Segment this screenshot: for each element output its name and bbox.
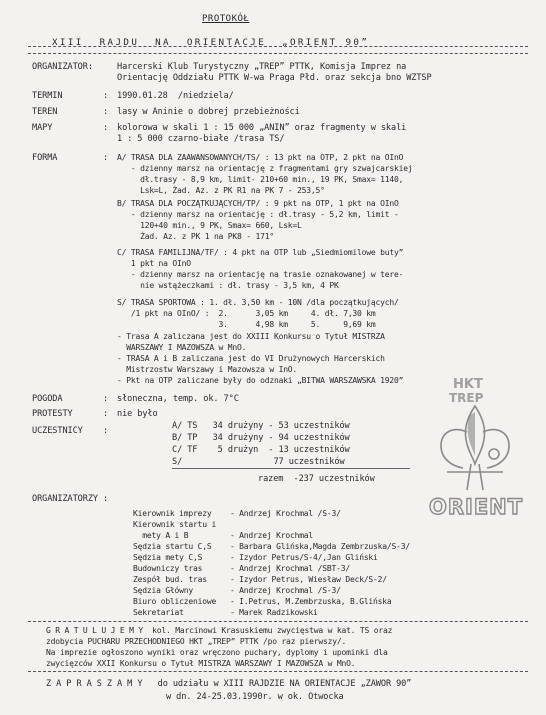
trasa-b-line-2: - dzienny marsz na orientację : dł.trasy - 5,2 km, limit - — [117, 210, 399, 219]
uczestnicy-total: razem -237 uczestników — [258, 474, 375, 484]
forma-note-4: Mistrzostw Warszawy i Mazowsza w InO. — [117, 365, 298, 374]
gratulacje-line-2: zdobycia PUCHARU PRZECHODNIEGO HKT „TREP” PTTK /po raz pierwszy/. — [46, 637, 347, 646]
forma-note-1: - Trasa A zaliczana jest do XXIII Konkursu o Tytuł MISTRZA — [117, 332, 385, 341]
termin-colon: : — [103, 91, 109, 101]
organizatorzy-row: Budowniczy tras - Andrzej Krochmal /SBT-3/ — [133, 564, 350, 573]
pogoda-colon: : — [103, 394, 109, 404]
uczestnicy-sum-rule — [172, 468, 410, 469]
forma-note-5: - Pkt na OTP zaliczane były do odznaki „BITWA WARSZAWSKA 1920” — [117, 376, 404, 385]
organizatorzy-row: mety A i B - Andrzej Krochmal — [133, 531, 314, 540]
trasa-c-line-3: - dzienny marsz na orientację na trasie oznakowanej w tere- — [117, 270, 404, 279]
uczestnicy-row-c: C/ TF 5 drużyn - 13 uczestników — [172, 445, 350, 455]
forma-label: FORMA — [32, 153, 58, 163]
protesty-value: nie było — [117, 409, 158, 419]
gratulacje-line-3: Na imprezie ogłoszono wyniki oraz wręczono puchary, dyplomy i upominki dla — [46, 648, 388, 657]
organizator-line-2: Orientację Oddziału PTTK W-wa Praga Płd. oraz sekcja bno WZTSP — [117, 73, 432, 83]
uczestnicy-row-a: A/ TS 34 drużyny - 53 uczestników — [172, 421, 350, 431]
mapy-colon: : — [103, 123, 109, 133]
organizator-line-1: Harcerski Klub Turystyczny „TREP” PTTK, Komisja Imprez na — [117, 62, 407, 72]
trasa-a-line-1: A/ TRASA DLA ZAAWANSOWANYCH/TS/ : 13 pkt na OTP, 2 pkt na OInO — [117, 153, 404, 162]
gratulacje-line-1: G R A T U L U J E M Y kol. Marcinowi Krasuskiemu zwycięstwa w kat. TS oraz — [46, 626, 393, 635]
trasa-a-line-2: - dzienny marsz na orientację z fragmentami gry szwajcarskiej — [117, 164, 413, 173]
pogoda-value: słoneczna, temp. ok. 7°C — [117, 394, 239, 404]
document-title: PROTOKÓŁ — [202, 14, 250, 24]
organizatorzy-row: Kierownik imprezy - Andrzej Krochmal /S-3/ — [133, 509, 341, 518]
organizatorzy-row: Sędzia mety C,S - Izydor Petrus/S-4/,Jan Gliński — [133, 553, 378, 562]
trasa-b-line-3: 120+40 min., 9 PK, Smax= 660, Lsk=L — [117, 221, 302, 230]
trasa-b-line-1: B/ TRASA DLA POCZĄTKUJĄCYCH/TP/ : 9 pkt na OTP, 1 pkt na OInO — [117, 199, 399, 208]
gratulacje-line-4: zwycięzców XXII Konkursu o Tytuł MISTRZA WARSZAWY I MAZOWSZA w MnO. — [46, 659, 356, 668]
trasa-b-line-4: Żad. Az. z PK 1 na PK8 - 171° — [117, 232, 274, 241]
uczestnicy-label: UCZESTNICY — [32, 426, 83, 436]
pogoda-label: POGODA — [32, 394, 63, 404]
gratulacje-rule-top — [28, 621, 528, 622]
mapy-line-1: kolorowa w skali 1 : 15 000 „ANIN” oraz fragmenty w skali — [117, 123, 407, 133]
mapy-line-2: 1 : 5 000 czarno-białe /trasa TS/ — [117, 134, 285, 144]
organizatorzy-label: ORGANIZATORZY : — [32, 494, 109, 504]
uczestnicy-colon: : — [103, 426, 109, 436]
gratulacje-rule-bottom — [28, 671, 528, 672]
organizator-label: ORGANIZATOR: — [32, 62, 93, 72]
forma-colon: : — [103, 153, 109, 163]
organizatorzy-row: Sekretariat - Marek Radzikowski — [133, 608, 318, 617]
header-rule-bottom — [28, 53, 528, 54]
trasa-c-line-1: C/ TRASA FAMILIJNA/TF/ : 4 pkt na OTP lub „Siedmiomilowe buty” — [117, 248, 404, 257]
zaproszenie-line-2: w dn. 24-25.03.1990r. w ok. Otwocka — [166, 692, 344, 702]
protesty-colon: : — [103, 409, 109, 419]
organizatorzy-row: Kierownik startu i — [133, 520, 217, 529]
organizatorzy-row: Sędzia startu C,S - Barbara Glińska,Magda Zembrzuska/S-3/ — [133, 542, 410, 551]
organizatorzy-row: Zespół bud. tras - Izydor Petrus, Wiesław Deck/S-2/ — [133, 575, 387, 584]
uczestnicy-row-b: B/ TP 34 drużyny - 94 uczestników — [172, 433, 350, 443]
stamp-trep-text: TREP — [449, 391, 484, 405]
organizatorzy-row: Sędzia Główny - Andrzej Krochmal /S-3/ — [133, 586, 341, 595]
trasa-s-line-1: S/ TRASA SPORTOWA : 1. dł. 3,50 km - 10N /dla początkujących/ — [117, 298, 399, 307]
trasa-c-line-2: 1 pkt na OInO — [117, 259, 191, 268]
teren-colon: : — [103, 107, 109, 117]
stamp-hkt-text: HKT — [453, 377, 483, 392]
rally-title: XIII RAJDU NA ORIENTACJE „ORIENT 90” — [52, 37, 370, 48]
trasa-s-line-3: 3. 4,98 km 5. 9,69 km — [117, 320, 376, 329]
stamp-orient-text: ORIENT — [429, 495, 524, 519]
uczestnicy-row-s: S/ 77 uczestników — [172, 457, 345, 467]
trasa-a-line-3: dł.trasy - 8,9 km, limit- 210+60 min., 19 PK, Smax= 1140, — [117, 175, 404, 184]
zaproszenie-line-1: Z A P R A S Z A M Y do udziału w XIII RAJDZIE NA ORIENTACJE „ZAWOR 90” — [46, 679, 412, 689]
teren-value: lasy w Aninie o dobrej przebieżności — [117, 107, 300, 117]
termin-label: TERMIN — [32, 91, 63, 101]
protesty-label: PROTESTY — [32, 409, 73, 419]
teren-label: TEREN — [32, 107, 58, 117]
forma-note-3: - TRASA A i B zaliczana jest do VI Drużynowych Harcerskich — [117, 354, 385, 363]
stamp-lily-left — [441, 430, 467, 468]
club-stamp-logo — [423, 372, 529, 522]
organizatorzy-row: Biuro obliczeniowe - I.Petrus, M.Zembrzuska, B.Glińska — [133, 597, 392, 606]
stamp-compass-dot — [489, 449, 499, 459]
trasa-a-line-4: Lsk=L, Żad. Az. z PK R1 na PK 7 - 253,5° — [117, 186, 325, 195]
forma-note-2: WARSZAWY I MAZOWSZA w MnO. — [117, 343, 247, 352]
stamp-graphic — [423, 372, 529, 522]
mapy-label: MAPY — [32, 123, 53, 133]
termin-value: 1990.01.28 /niedziela/ — [117, 91, 234, 101]
stamp-lily-stem — [467, 464, 483, 490]
trasa-s-line-2: /1 pkt na OInO/ : 2. 3,05 km 4. dł. 7,30 km — [117, 309, 376, 318]
trasa-c-line-4: nie wstążeczkami : dł. trasy - 3,5 km, 4 PK — [117, 281, 339, 290]
